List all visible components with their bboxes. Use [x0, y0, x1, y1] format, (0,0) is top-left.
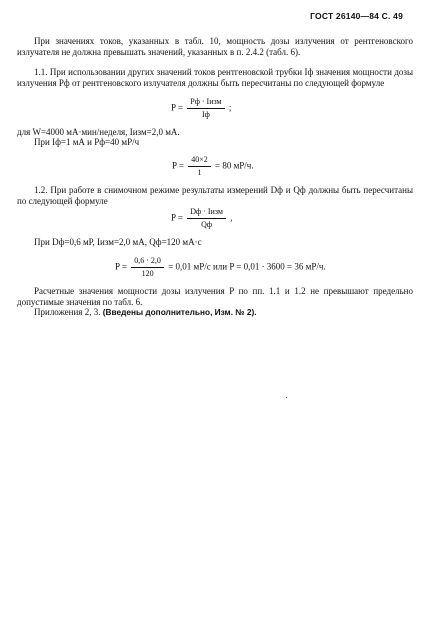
formula-1-numerator: Pф · Iизм: [187, 97, 224, 109]
appendix-label: Приложения 2, 3.: [34, 307, 101, 317]
formula-2-fraction: [188, 155, 211, 178]
formula-1: [171, 97, 231, 120]
amendment-note: (Введены дополнительно, Изм. № 2).: [102, 307, 257, 317]
formula-3-numerator: Dф · Iизм: [187, 207, 226, 219]
formula-4-tail: = 0,01 мР/с или P = 0,01 · 3600 = 36 мР/ч.: [168, 261, 326, 272]
formula-3: [171, 207, 232, 230]
formula-2: [172, 155, 254, 178]
formula-4-numerator: 0,6 · 2,0: [131, 256, 164, 268]
paragraph-result: Расчетные значения мощности дозы излучения P по пп. 1.1 и 1.2 не превышают предельно допустимые значения по табл. 6.: [17, 286, 413, 307]
paragraph-1-1: 1.1. При использовании других значений токов рентгеновской трубки Iф значения мощности дозы излучения Pф от рентгеновского излучателя должны быть пересчитаны по следующей формуле: [17, 67, 413, 88]
formula-1-lhs: P =: [171, 102, 183, 113]
paragraph-conditions: для W=4000 мА·мин/неделя, Iизм=2,0 мА.: [17, 127, 180, 137]
formula-2-lhs: P =: [172, 160, 184, 171]
formula-1-tail: ;: [228, 102, 232, 113]
paragraph-1-2: 1.2. При работе в снимочном режиме результаты измерений Dф и Qф должны быть пересчитаны по следующей формуле: [17, 185, 413, 206]
formula-1-denominator: Iф: [202, 110, 210, 119]
formula-2-numerator: 40×2: [188, 155, 211, 167]
formula-4-lhs: P =: [115, 261, 127, 272]
formula-2-tail: = 80 мР/ч.: [215, 160, 254, 171]
formula-3-fraction: [187, 207, 226, 230]
formula-3-denominator: Qф: [201, 220, 213, 229]
paragraph-values: При Iф=1 мА и Pф=40 мР/ч: [34, 137, 140, 147]
formula-4: [115, 256, 326, 279]
paragraph-values-2: При Dф=0,6 мР, Iизм=2,0 мА, Qф=120 мА·с: [34, 237, 202, 247]
speck: [286, 397, 287, 398]
formula-1-fraction: [187, 97, 224, 120]
formula-4-fraction: [131, 256, 164, 279]
formula-3-lhs: P =: [171, 212, 183, 223]
paragraph-intro: При значениях токов, указанных в табл. 10, мощность дозы излучения от рентгеновского излучателя не должна превышать значений, указанных в п. 2.4.2 (табл. 6).: [17, 36, 413, 57]
formula-3-tail: ,: [230, 212, 233, 223]
page-header: ГОСТ 26140—84 С. 49: [310, 11, 403, 21]
paragraph-appendix: [17, 307, 413, 318]
formula-2-denominator: 1: [197, 168, 202, 177]
formula-4-denominator: 120: [141, 269, 154, 278]
